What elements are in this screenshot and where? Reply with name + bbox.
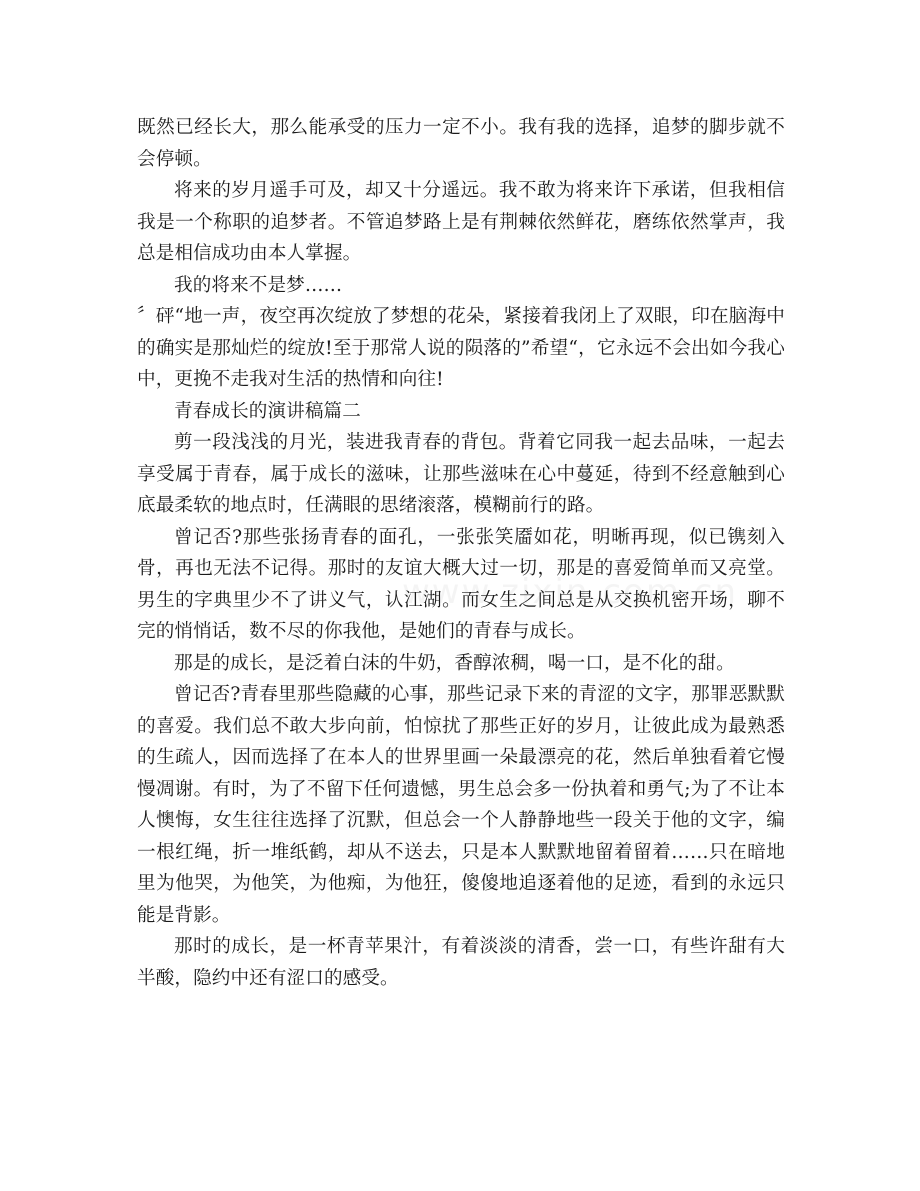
- paragraph-2: 将来的岁月遥手可及，却又十分遥远。我不敢为将来许下承诺，但我相信我是一个称职的追梦者。不管追梦路上是有荆棘依然鲜花，磨练依然掌声，我总是相信成功由本人掌握。: [137, 180, 785, 264]
- paragraph-9: 那时的成长，是一杯青苹果汁，有着淡淡的清香，尝一口，有些许甜有大半酸，隐约中还有涩口的感受。: [137, 936, 785, 989]
- paragraph-1: 既然已经长大，那么能承受的压力一定不小。我有我的选择，追梦的脚步就不会停顿。: [137, 117, 785, 170]
- paragraph-6: 曾记否?那些张扬青春的面孔，一张张笑靥如花，明晰再现，似已镌刻入骨，再也无法不记得。那时的友谊大概大过一切，那是的喜爱简单而又亮堂。男生的字典里少不了讲义气，认江湖。而女生之间总是从交换机密开场，聊不完的悄悄话，数不尽的你我他，是她们的青春与成长。: [137, 526, 785, 642]
- section-heading: 青春成长的演讲稿篇二: [174, 400, 361, 422]
- paragraph-8: 曾记否?青春里那些隐藏的心事，那些记录下来的青涩的文字，那罪恶默默的喜爱。我们总不敢大步向前，怕惊扰了那些正好的岁月，让彼此成为最熟悉的生疏人，因而选择了在本人的世界里画一朵最漂亮的花，然后单独看着它慢慢凋谢。有时，为了不留下任何遗憾，男生总会多一份执着和勇气;为了不让本人懊悔，女生往往选择了沉默，但总会一个人静静地些一段关于他的文字，编一根红绳，折一堆纸鹤，却从不送去，只是本人默默地留着留着……只在暗地里为他哭，为他笑，为他痴，为他狂，傻傻地追逐着他的足迹，看到的永远只能是背影。: [137, 684, 785, 926]
- paragraph-7: 那是的成长，是泛着白沫的牛奶，香醇浓稠，喝一口，是不化的甜。: [174, 652, 735, 674]
- paragraph-3: 我的将来不是梦……: [174, 274, 343, 296]
- document-body: [137, 112, 785, 994]
- paragraph-4: 〞砰“地一声，夜空再次绽放了梦想的花朵，紧接着我闭上了双眼，印在脑海中的确实是那灿烂的绽放!至于那常人说的陨落的”希望“，它永远不会出如今我心中，更挽不走我对生活的热情和向往!: [137, 306, 785, 390]
- paragraph-5: 剪一段浅浅的月光，装进我青春的背包。背着它同我一起去品味，一起去享受属于青春，属于成长的滋味，让那些滋味在心中蔓延，待到不经意触到心底最柔软的地点时，任满眼的思绪滚落，模糊前行的路。: [137, 432, 785, 516]
